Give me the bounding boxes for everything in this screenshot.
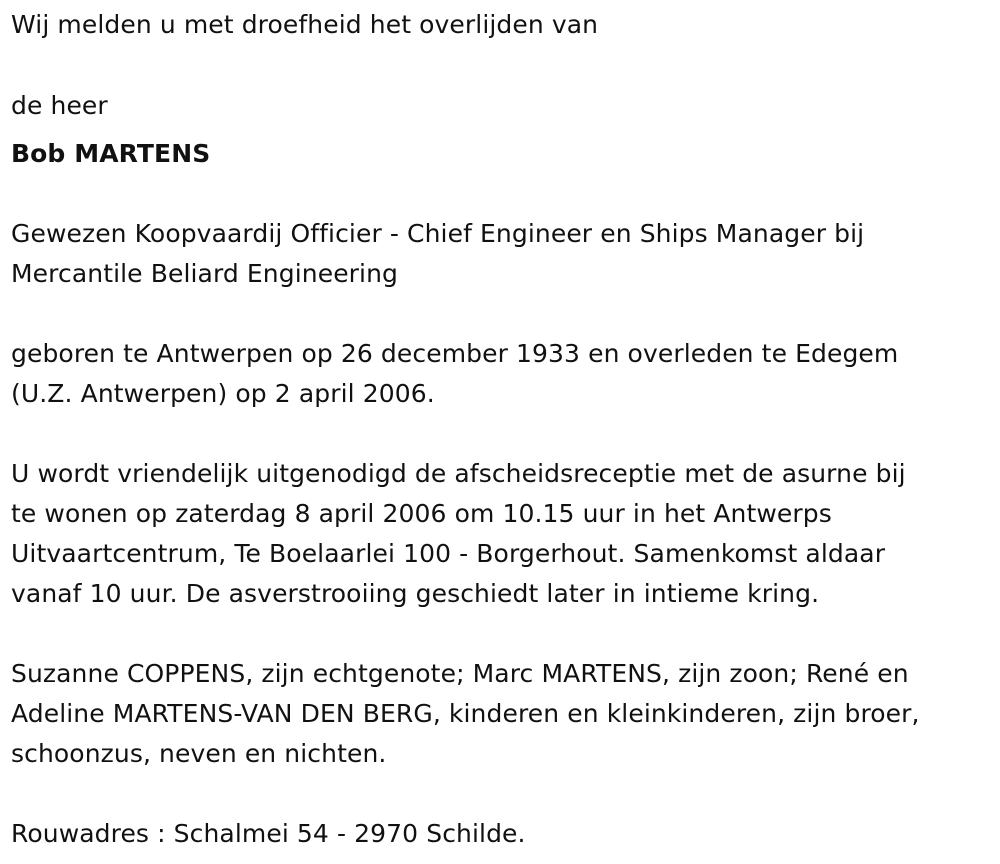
family-line-2: Adeline MARTENS-VAN DEN BERG, kinderen en kleinkinderen, zijn broer, (11, 699, 920, 728)
occupation-line-2: Mercantile Beliard Engineering (11, 259, 399, 288)
intro-text: Wij melden u met droefheid het overlijden van (11, 10, 599, 39)
deceased-name: Bob MARTENS (11, 139, 211, 168)
salutation: de heer (11, 91, 108, 120)
birth-death-line-2: (U.Z. Antwerpen) op 2 april 2006. (11, 379, 435, 408)
reception-line-3: Uitvaartcentrum, Te Boelaarlei 100 - Borgerhout. Samenkomst aldaar (11, 539, 886, 568)
reception-line-2: te wonen op zaterdag 8 april 2006 om 10.15 uur in het Antwerps (11, 499, 832, 528)
reception-line-4: vanaf 10 uur. De asverstrooiing geschiedt later in intieme kring. (11, 579, 820, 608)
reception-line-1: U wordt vriendelijk uitgenodigd de afscheidsreceptie met de asurne bij (11, 459, 906, 488)
family-line-1: Suzanne COPPENS, zijn echtgenote; Marc MARTENS, zijn zoon; René en (11, 659, 909, 688)
occupation-line-1: Gewezen Koopvaardij Officier - Chief Engineer en Ships Manager bij (11, 219, 865, 248)
mourning-address: Rouwadres : Schalmei 54 - 2970 Schilde. (11, 819, 526, 848)
family-line-3: schoonzus, neven en nichten. (11, 739, 387, 768)
birth-death-line-1: geboren te Antwerpen op 26 december 1933 en overleden te Edegem (11, 339, 899, 368)
